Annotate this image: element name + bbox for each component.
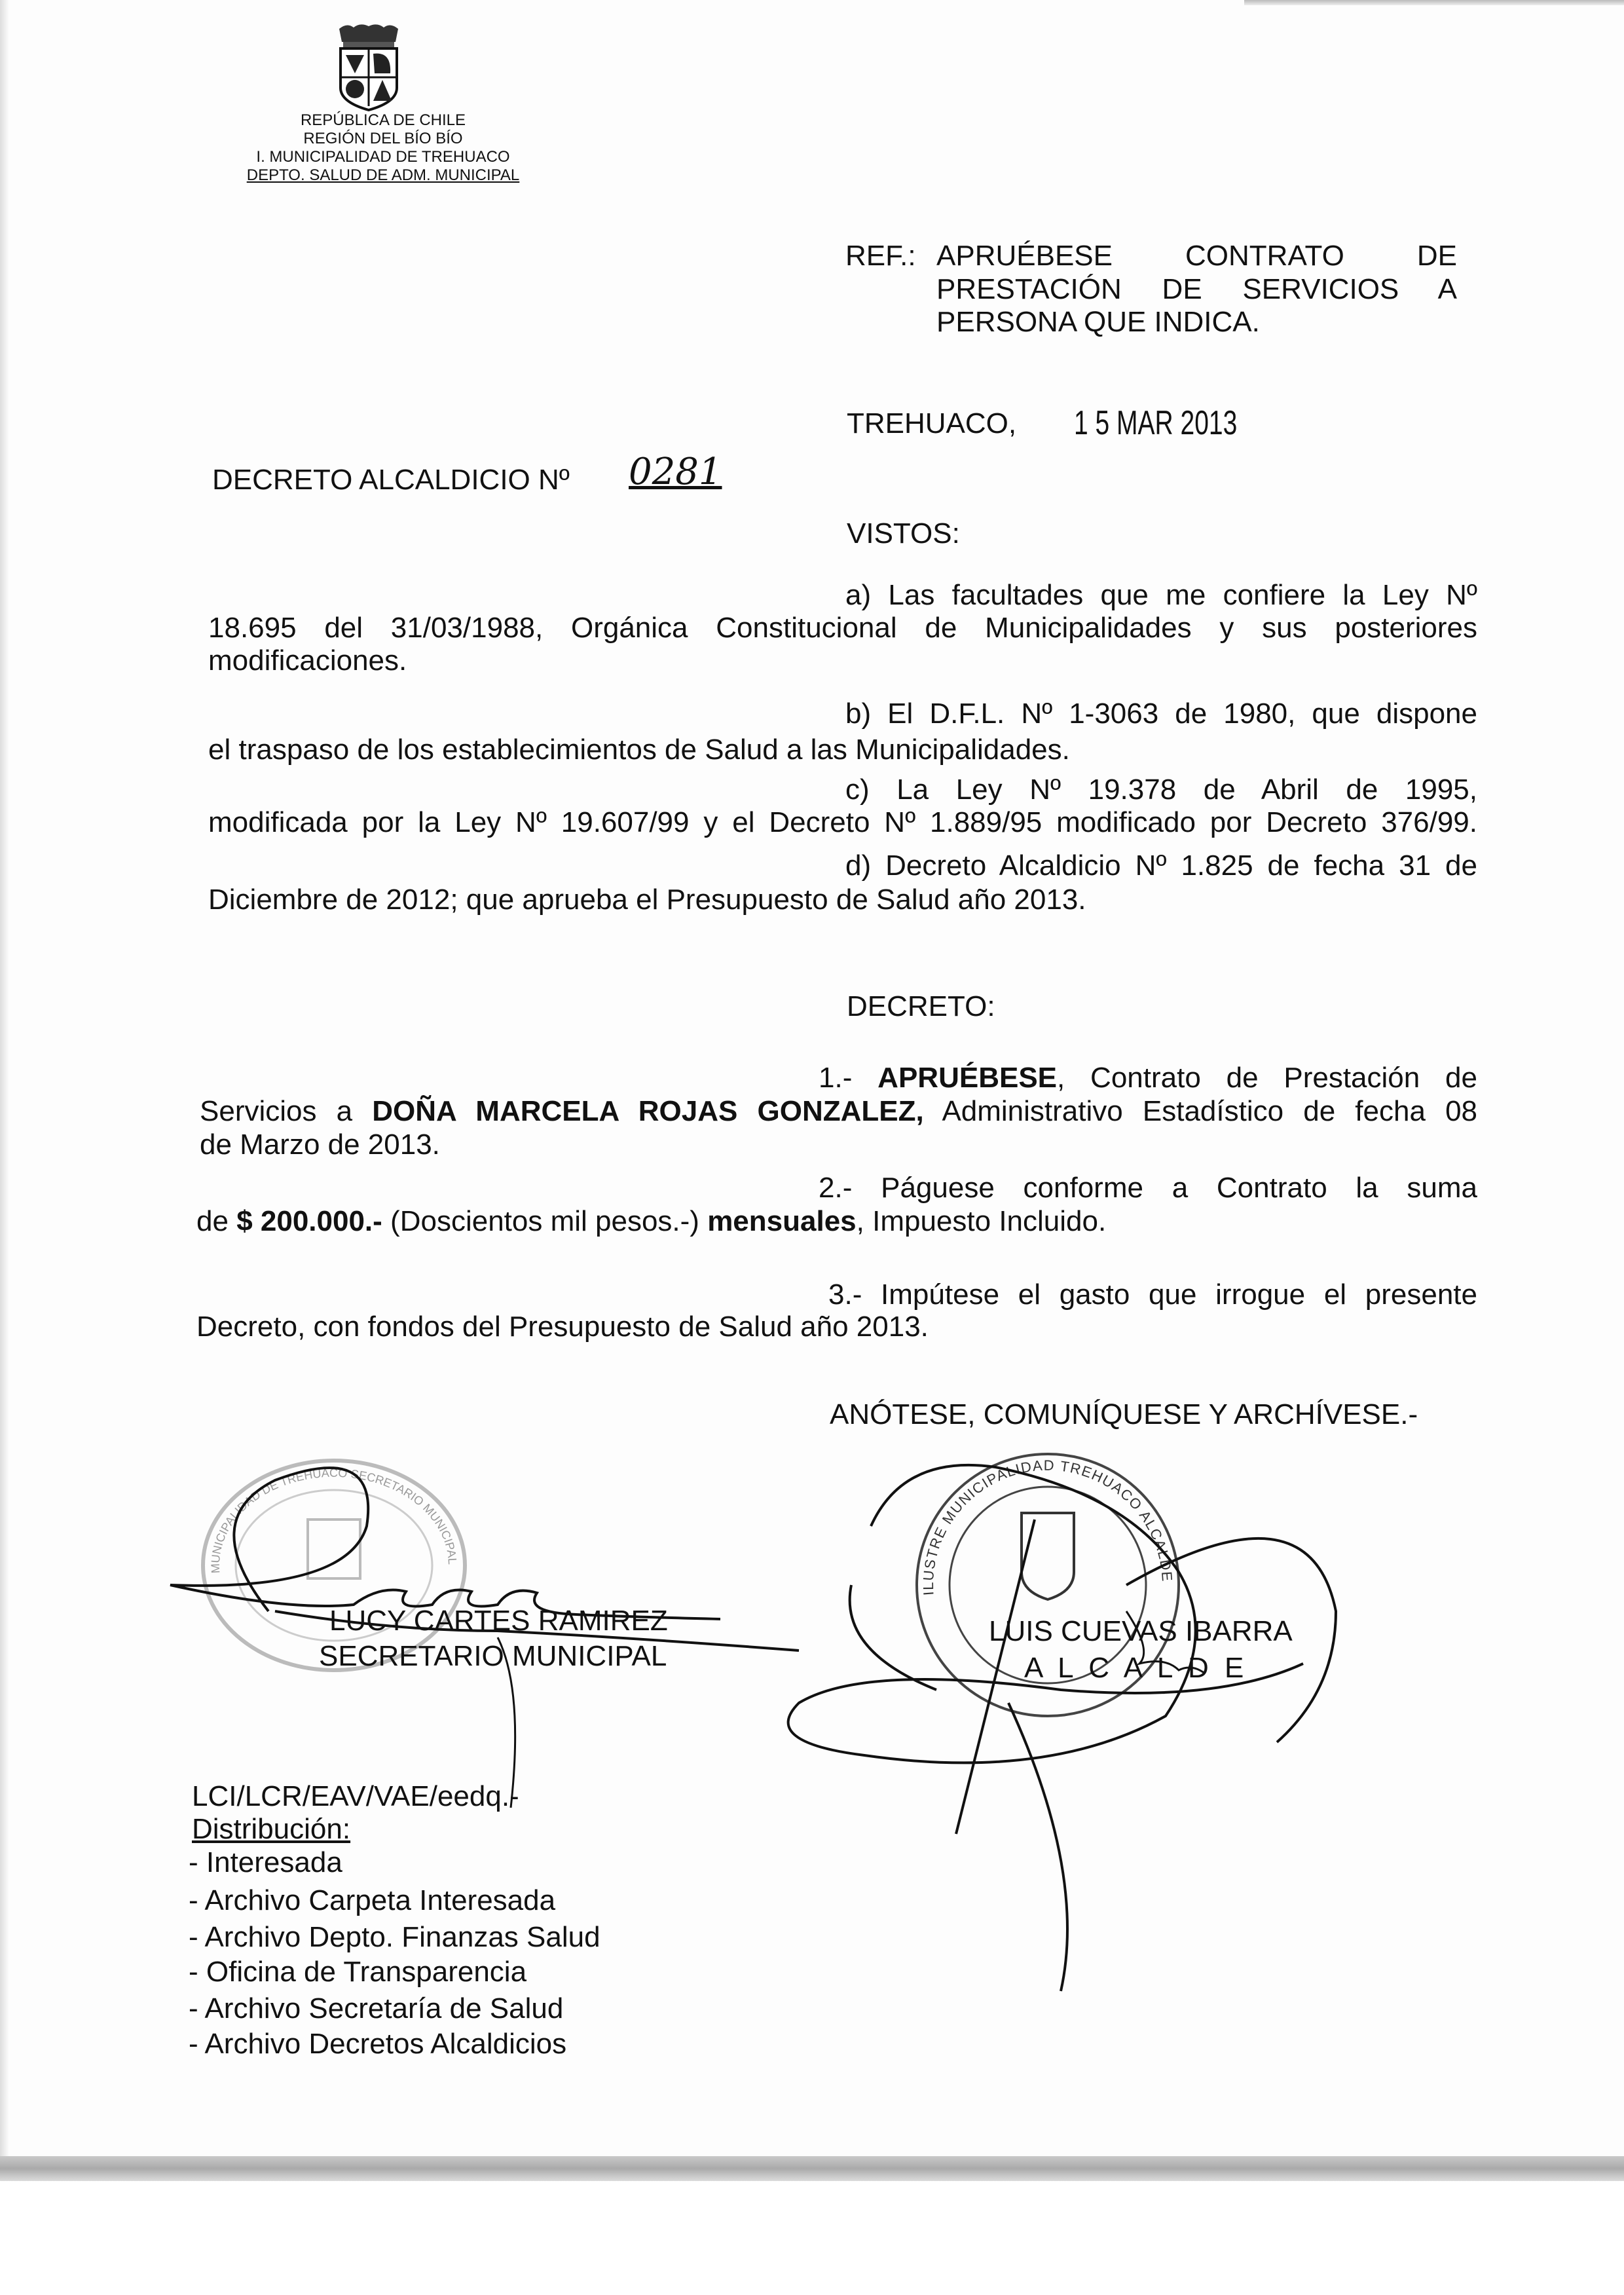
decreto-item-3-line: Decreto, con fondos del Presupuesto de Salud año 2013. <box>196 1311 929 1343</box>
ref-line-3: PERSONA QUE INDICA. <box>936 306 1260 338</box>
letterhead-region: REGIÓN DEL BÍO BÍO <box>303 130 463 147</box>
ref-label: REF.: <box>845 240 916 272</box>
distribution-item: - Archivo Decretos Alcaldicios <box>189 2028 567 2060</box>
beneficiary-name: DOÑA MARCELA ROJAS GONZALEZ, <box>372 1095 924 1127</box>
item-text: de <box>196 1205 229 1237</box>
item-text: , Contrato de Prestación de <box>1057 1062 1477 1094</box>
mayor-name: LUIS CUEVAS IBARRA <box>989 1615 1293 1647</box>
coat-of-arms-icon <box>334 22 403 111</box>
decreto-item-3-line: 3.- Impútese el gasto que irrogue el presente <box>828 1278 1477 1311</box>
distribution-item: - Archivo Depto. Finanzas Salud <box>189 1921 600 1953</box>
visto-d-line: d) Decreto Alcaldicio Nº 1.825 de fecha 31 de <box>845 849 1477 882</box>
decreto-item-2-line: 2.- Páguese conforme a Contrato la suma <box>819 1172 1477 1204</box>
decree-label: DECRETO ALCALDICIO Nº <box>212 464 570 496</box>
visto-a-line: 18.695 del 31/03/1988, Orgánica Constitucional de Municipalidades y sus posteriores <box>208 612 1477 644</box>
distribution-item: - Archivo Carpeta Interesada <box>189 1884 556 1916</box>
distribution-title: Distribución: <box>192 1813 351 1845</box>
decree-number-handwritten: 0281 <box>629 451 722 493</box>
mayor-signature <box>720 1415 1408 2004</box>
scan-edge <box>0 0 9 2295</box>
decreto-title: DECRETO: <box>847 990 995 1022</box>
distribution-item: - Oficina de Transparencia <box>189 1956 527 1988</box>
ref-text: DE <box>1416 240 1457 272</box>
scan-edge <box>1244 0 1624 5</box>
secretary-stamp-lettering: MUNICIPALIDAD DE TREHUACO SECRETARIO MUNICIPAL <box>208 1466 460 1574</box>
visto-c-line: modificada por la Ley Nº 19.607/99 y el Decreto Nº 1.889/95 modificado por Decreto 376/99. <box>208 806 1477 838</box>
amount: $ 200.000.- <box>236 1205 382 1237</box>
item-text: Servicios a <box>200 1095 353 1127</box>
typist-initials: LCI/LCR/EAV/VAE/eedq.- <box>192 1780 519 1812</box>
ref-text: CONTRATO <box>1185 240 1344 272</box>
closing-formula: ANÓTESE, COMUNÍQUESE Y ARCHÍVESE.- <box>830 1398 1418 1430</box>
item-text: , Impuesto Incluido. <box>856 1205 1107 1237</box>
visto-a-line: modificaciones. <box>208 644 407 677</box>
item-text: (Doscientos mil pesos.-) <box>390 1205 699 1237</box>
letterhead-municipality: I. MUNICIPALIDAD DE TREHUACO <box>256 148 510 166</box>
secretary-title: SECRETARIO MUNICIPAL <box>319 1640 667 1672</box>
item-text: Administrativo Estadístico de fecha 08 <box>942 1095 1478 1127</box>
visto-b-line: el traspaso de los establecimientos de Salud a las Municipalidades. <box>208 734 1070 766</box>
bold-text: mensuales <box>707 1205 857 1237</box>
decreto-item-2-line <box>196 1205 1106 1238</box>
distribution-item: - Interesada <box>189 1846 342 1878</box>
decreto-item-1-line: de Marzo de 2013. <box>200 1129 440 1161</box>
item-number: 1.- <box>819 1062 853 1094</box>
letterhead-republic: REPÚBLICA DE CHILE <box>300 111 466 129</box>
mayor-title: A L C A L D E <box>1024 1652 1248 1684</box>
mayor-stamp-lettering: ILUSTRE MUNICIPALIDAD TREHUACO ALCALDE <box>919 1457 1176 1596</box>
visto-c-line: c) La Ley Nº 19.378 de Abril de 1995, <box>845 774 1477 806</box>
ref-text: APRUÉBESE <box>936 240 1113 272</box>
bold-text: APRUÉBESE <box>877 1062 1058 1094</box>
distribution-item: - Archivo Secretaría de Salud <box>189 1992 564 2024</box>
decreto-item-1-line <box>819 1062 1477 1094</box>
scan-bottom-edge <box>0 2156 1624 2181</box>
visto-b-line: b) El D.F.L. Nº 1-3063 de 1980, que dispone <box>845 698 1477 730</box>
visto-d-line: Diciembre de 2012; que aprueba el Presupuesto de Salud año 2013. <box>208 884 1086 916</box>
decreto-item-1-line <box>200 1095 1477 1128</box>
ref-line-2: PRESTACIÓN DE SERVICIOS A <box>936 273 1457 305</box>
place: TREHUACO, <box>847 407 1017 439</box>
vistos-title: VISTOS: <box>847 517 960 550</box>
secretary-name: LUCY CARTES RAMIREZ <box>329 1605 668 1637</box>
scan-background <box>0 2181 1624 2295</box>
ref-line-1 <box>936 240 1457 272</box>
date-stamp: 1 5 MAR 2013 <box>1074 404 1238 442</box>
letterhead-department: DEPTO. SALUD DE ADM. MUNICIPAL <box>246 166 520 184</box>
visto-a-line: a) Las facultades que me confiere la Ley Nº <box>845 579 1477 611</box>
